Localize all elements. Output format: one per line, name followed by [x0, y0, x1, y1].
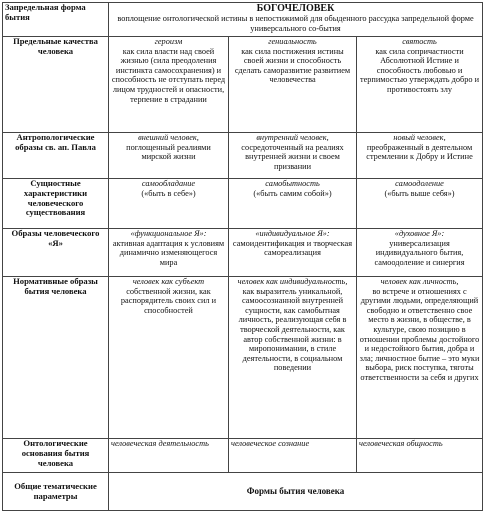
table-cell	[229, 277, 357, 439]
cell-text: («быть в себе»)	[141, 188, 196, 198]
table-row	[3, 179, 483, 229]
cell-term: новый человек,	[393, 133, 446, 142]
table-cell	[109, 179, 229, 229]
cell-term: человек как личность,	[380, 277, 459, 286]
cell-term: человек как субъект	[132, 277, 205, 286]
table-row	[3, 473, 483, 511]
cell-text: («быть выше себя»)	[384, 188, 455, 198]
table-cell	[357, 229, 483, 277]
table-cell	[109, 133, 229, 179]
header-title: БОГОЧЕЛОВЕК	[256, 3, 335, 14]
cell-term: «индивидуальное Я»:	[255, 229, 330, 238]
cell-term: героизм	[154, 37, 183, 46]
row-label: Запредельная форма бытия	[3, 3, 109, 37]
row-label: Сущностные характеристики человеческого существования	[3, 179, 109, 229]
cell-term: внешний человек,	[138, 133, 199, 142]
table-cell	[357, 439, 483, 473]
forms-of-being-table	[2, 2, 483, 511]
cell-text: универсализация индивидуального бытия, самоодоление и синергия	[374, 238, 465, 267]
cell-text: как сила власти над своей жизнью (сила преодоления инстинкта самосохранения) и способность не отступать перед лицом трудностей и опасности, терпение в страдании	[111, 46, 226, 104]
cell-term: человеческое сознание	[231, 439, 310, 448]
row-label: Общие тематические параметры	[3, 473, 109, 511]
cell-term: «духовное Я»:	[394, 229, 445, 238]
table-cell	[229, 37, 357, 133]
header-subtitle: воплощение онтологической истины в непостижимой для обыденного рассудка запредельной форме универсального со-бытия	[117, 14, 474, 33]
cell-text: преображенный в деятельном стремлении к Добру и Истине	[366, 142, 473, 162]
table-cell	[109, 439, 229, 473]
row-label: Онтологические основания бытия человека	[3, 439, 109, 473]
row-label: Образы человеческого «Я»	[3, 229, 109, 277]
table-row	[3, 277, 483, 439]
cell-text: активная адаптация к условиям динамично изменяющегося мира	[112, 238, 225, 267]
cell-term: внутренний человек,	[256, 133, 329, 142]
row-label: Антропологические образы св. ап. Павла	[3, 133, 109, 179]
cell-text: во встрече и отношениях с другими людьми, определяющий свободно и ответственно свое место в жизни, в обществе, в культуре, свою позицию в отношении проблемы достойного и недостойного бытия, добра и зла; личностное бытие – это муки выбора, риск поступка, тяготы ответственности за себя и других	[359, 286, 480, 382]
row-label: Нормативные образы бытия человека	[3, 277, 109, 439]
table-row	[3, 3, 483, 37]
table-cell	[109, 277, 229, 439]
table-cell	[109, 37, 229, 133]
table-cell	[109, 229, 229, 277]
table-cell	[229, 439, 357, 473]
table-row	[3, 37, 483, 133]
cell-text: самоидентификация и творческая самореализация	[232, 238, 353, 258]
table-cell	[357, 133, 483, 179]
cell-text: сосредоточенный на реалиях внутренней жизни и своем призвании	[241, 142, 344, 171]
table-wrapper	[2, 2, 482, 519]
cell-term: человеческая общность	[359, 439, 443, 448]
cell-term: человеческая деятельность	[111, 439, 209, 448]
cell-text: («быть самим собой»)	[253, 188, 332, 198]
cell-text: как сила сопричастности Абсолютной Истине и способность любовью и терпимостью утверждать добро и противостоять злу	[359, 46, 480, 94]
table-row	[3, 229, 483, 277]
cell-term: гениальность	[268, 37, 317, 46]
footer-value: Формы бытия человека	[109, 473, 483, 511]
cell-text: как выразитель уникальной, самоосознанной внутренней сущности, как самобытная личность, реализующая себя в творческой деятельности, как автор собственной жизни: в миропонимании, в стиле деятельности, в социальном поведении	[238, 286, 347, 373]
row-label: Предельные качества человека	[3, 37, 109, 133]
table-cell	[229, 229, 357, 277]
table-cell	[357, 37, 483, 133]
cell-term: самобытность	[265, 179, 320, 188]
table-row	[3, 133, 483, 179]
cell-text: как сила постижения истины своей жизни и способность сделать саморазвитие развитием человечества	[234, 46, 351, 85]
table-cell	[229, 133, 357, 179]
cell-text: собственной жизни, как распорядитель своих сил и способностей	[120, 286, 217, 315]
table-cell	[229, 179, 357, 229]
cell-term: святость	[402, 37, 437, 46]
cell-term: «функциональное Я»:	[130, 229, 207, 238]
table-cell	[357, 277, 483, 439]
cell-text: поглощенный реалиями мирской жизни	[126, 142, 211, 162]
cell-term: самоодоление	[395, 179, 444, 188]
table-cell	[357, 179, 483, 229]
header-cell	[109, 3, 483, 37]
cell-term: самообладание	[141, 179, 196, 188]
cell-term: человек как индивидуальность,	[237, 277, 348, 286]
table-row	[3, 439, 483, 473]
